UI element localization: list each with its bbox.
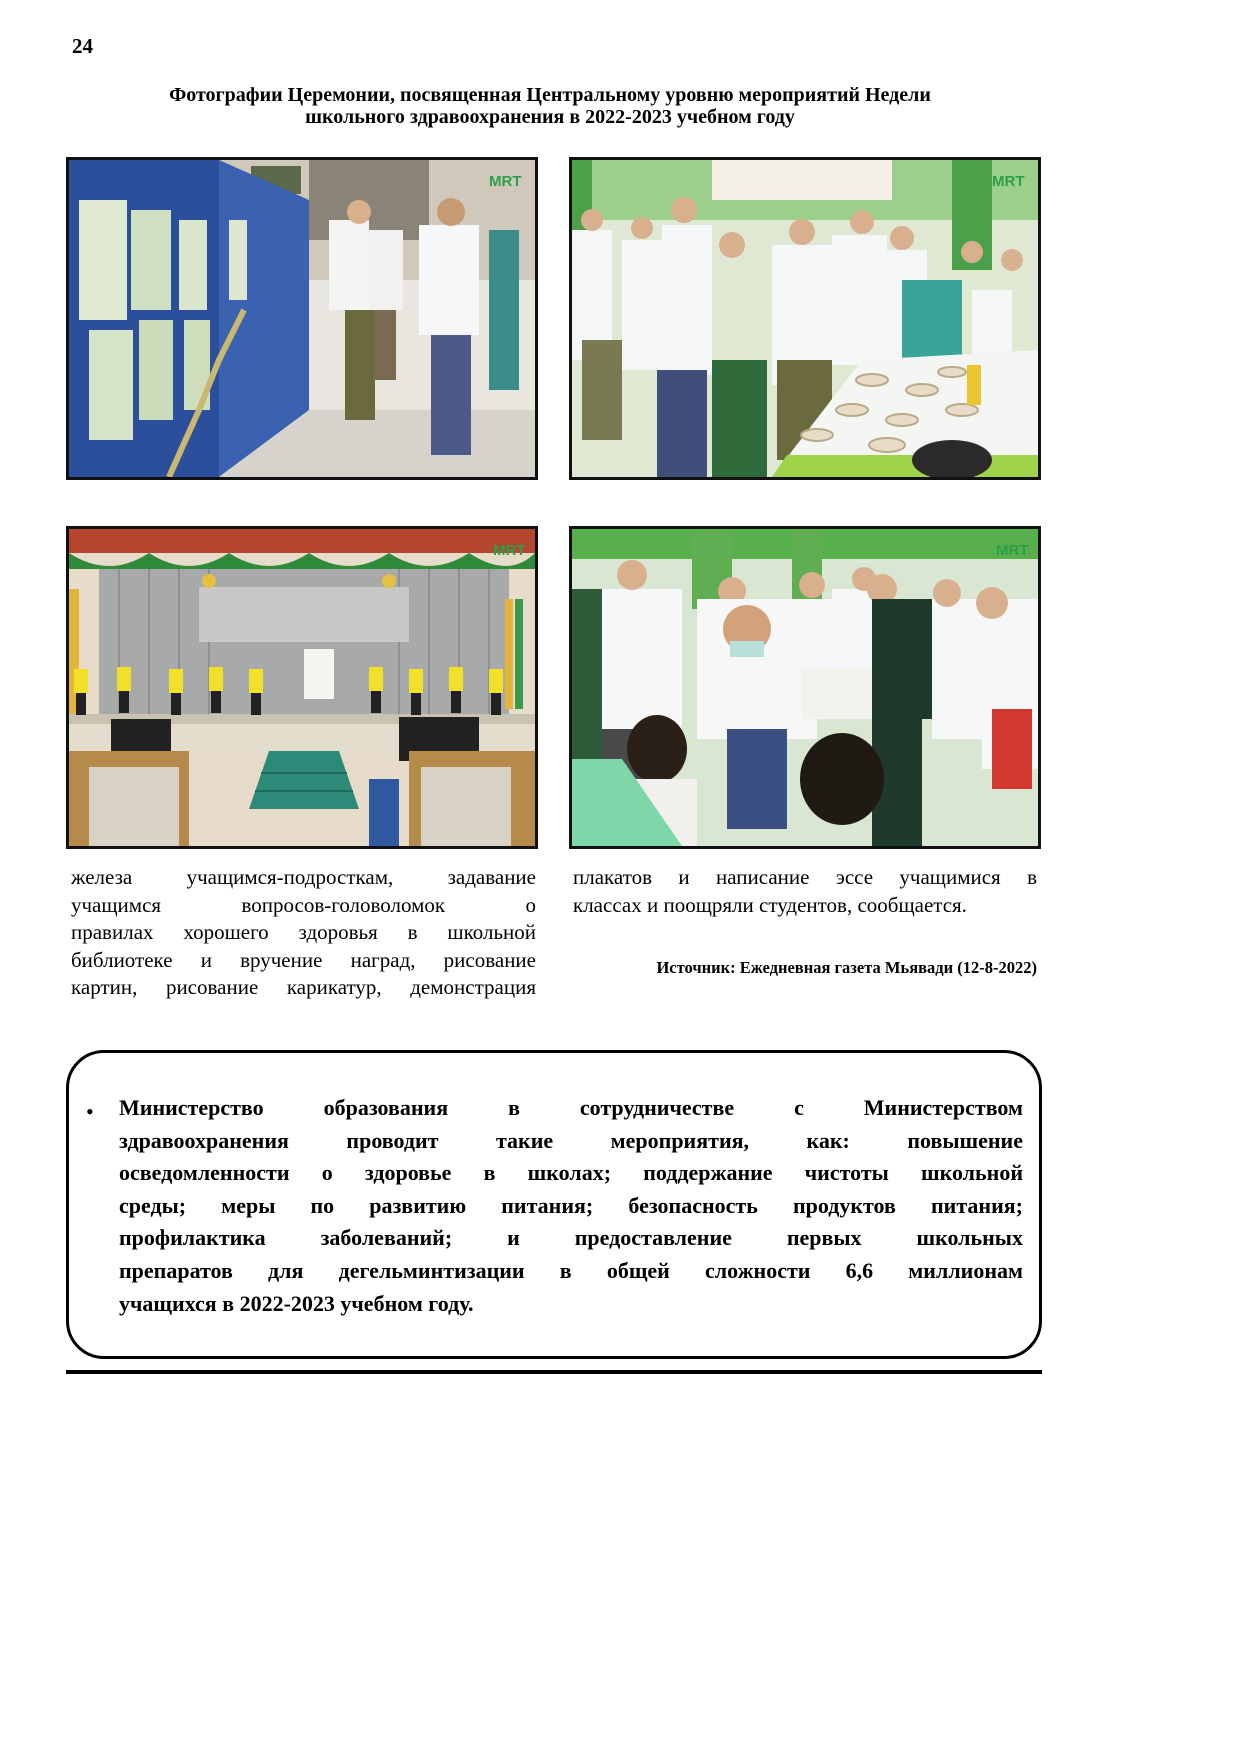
- article-source: Источник: Ежедневная газета Мьявади (12-8-2022): [656, 958, 1037, 977]
- highlight-line: профилактика заболеваний; и предоставление первых школьных: [119, 1225, 1023, 1251]
- article-line: классах и поощряли студентов, сообщается.: [573, 892, 967, 917]
- article-line: картин, рисование карикатур, демонстрация: [71, 975, 536, 999]
- article-line: железа учащимся-подросткам, задавание: [71, 865, 536, 889]
- page-number: 24: [72, 34, 93, 58]
- highlight-line: среды; меры по развитию питания; безопасность продуктов питания;: [119, 1192, 1023, 1218]
- photo-exhibition-corridor: [66, 157, 538, 480]
- highlight-text: [119, 1092, 1023, 1320]
- article-right-column: [573, 864, 1037, 919]
- highlight-line: Министерство образования в сотрудничестве с Министерством: [119, 1095, 1023, 1120]
- article-line: правилах хорошего здоровья в школьной: [71, 920, 536, 944]
- highlight-line: препаратов для дегельминтизации в общей сложности 6,6 миллионам: [119, 1257, 1023, 1283]
- title-line-2: школьного здравоохранения в 2022-2023 учебном году: [305, 106, 795, 128]
- article-left-column: [71, 864, 536, 1002]
- mrt-logo: MRT: [493, 542, 526, 559]
- photo-food-tasting: [569, 157, 1041, 480]
- bullet-icon: •: [86, 1099, 94, 1124]
- article-line: библиотеке и вручение наград, рисование: [71, 947, 536, 972]
- article-line: плакатов и написание эссе учащимися в: [573, 865, 1037, 889]
- photo-official-with-students: [569, 526, 1041, 849]
- highlight-line: здравоохранения проводит такие мероприятия, как: повышение: [119, 1127, 1023, 1153]
- highlight-line: осведомленности о здоровье в школах; поддержание чистоты школьной: [119, 1160, 1023, 1186]
- page-title: [100, 84, 1000, 128]
- highlight-line: учащихся в 2022-2023 учебном году.: [119, 1290, 474, 1316]
- mrt-logo: MRT: [489, 173, 522, 190]
- bottom-rule: [66, 1370, 1042, 1374]
- mrt-logo: MRT: [992, 173, 1025, 190]
- photo-stage-performance: [66, 526, 538, 849]
- title-line-1: Фотографии Церемонии, посвященная Центральному уровню мероприятий Недели: [169, 84, 931, 106]
- article-line: учащимся вопросов-головоломок о: [71, 892, 536, 917]
- mrt-logo: MRT: [996, 542, 1029, 559]
